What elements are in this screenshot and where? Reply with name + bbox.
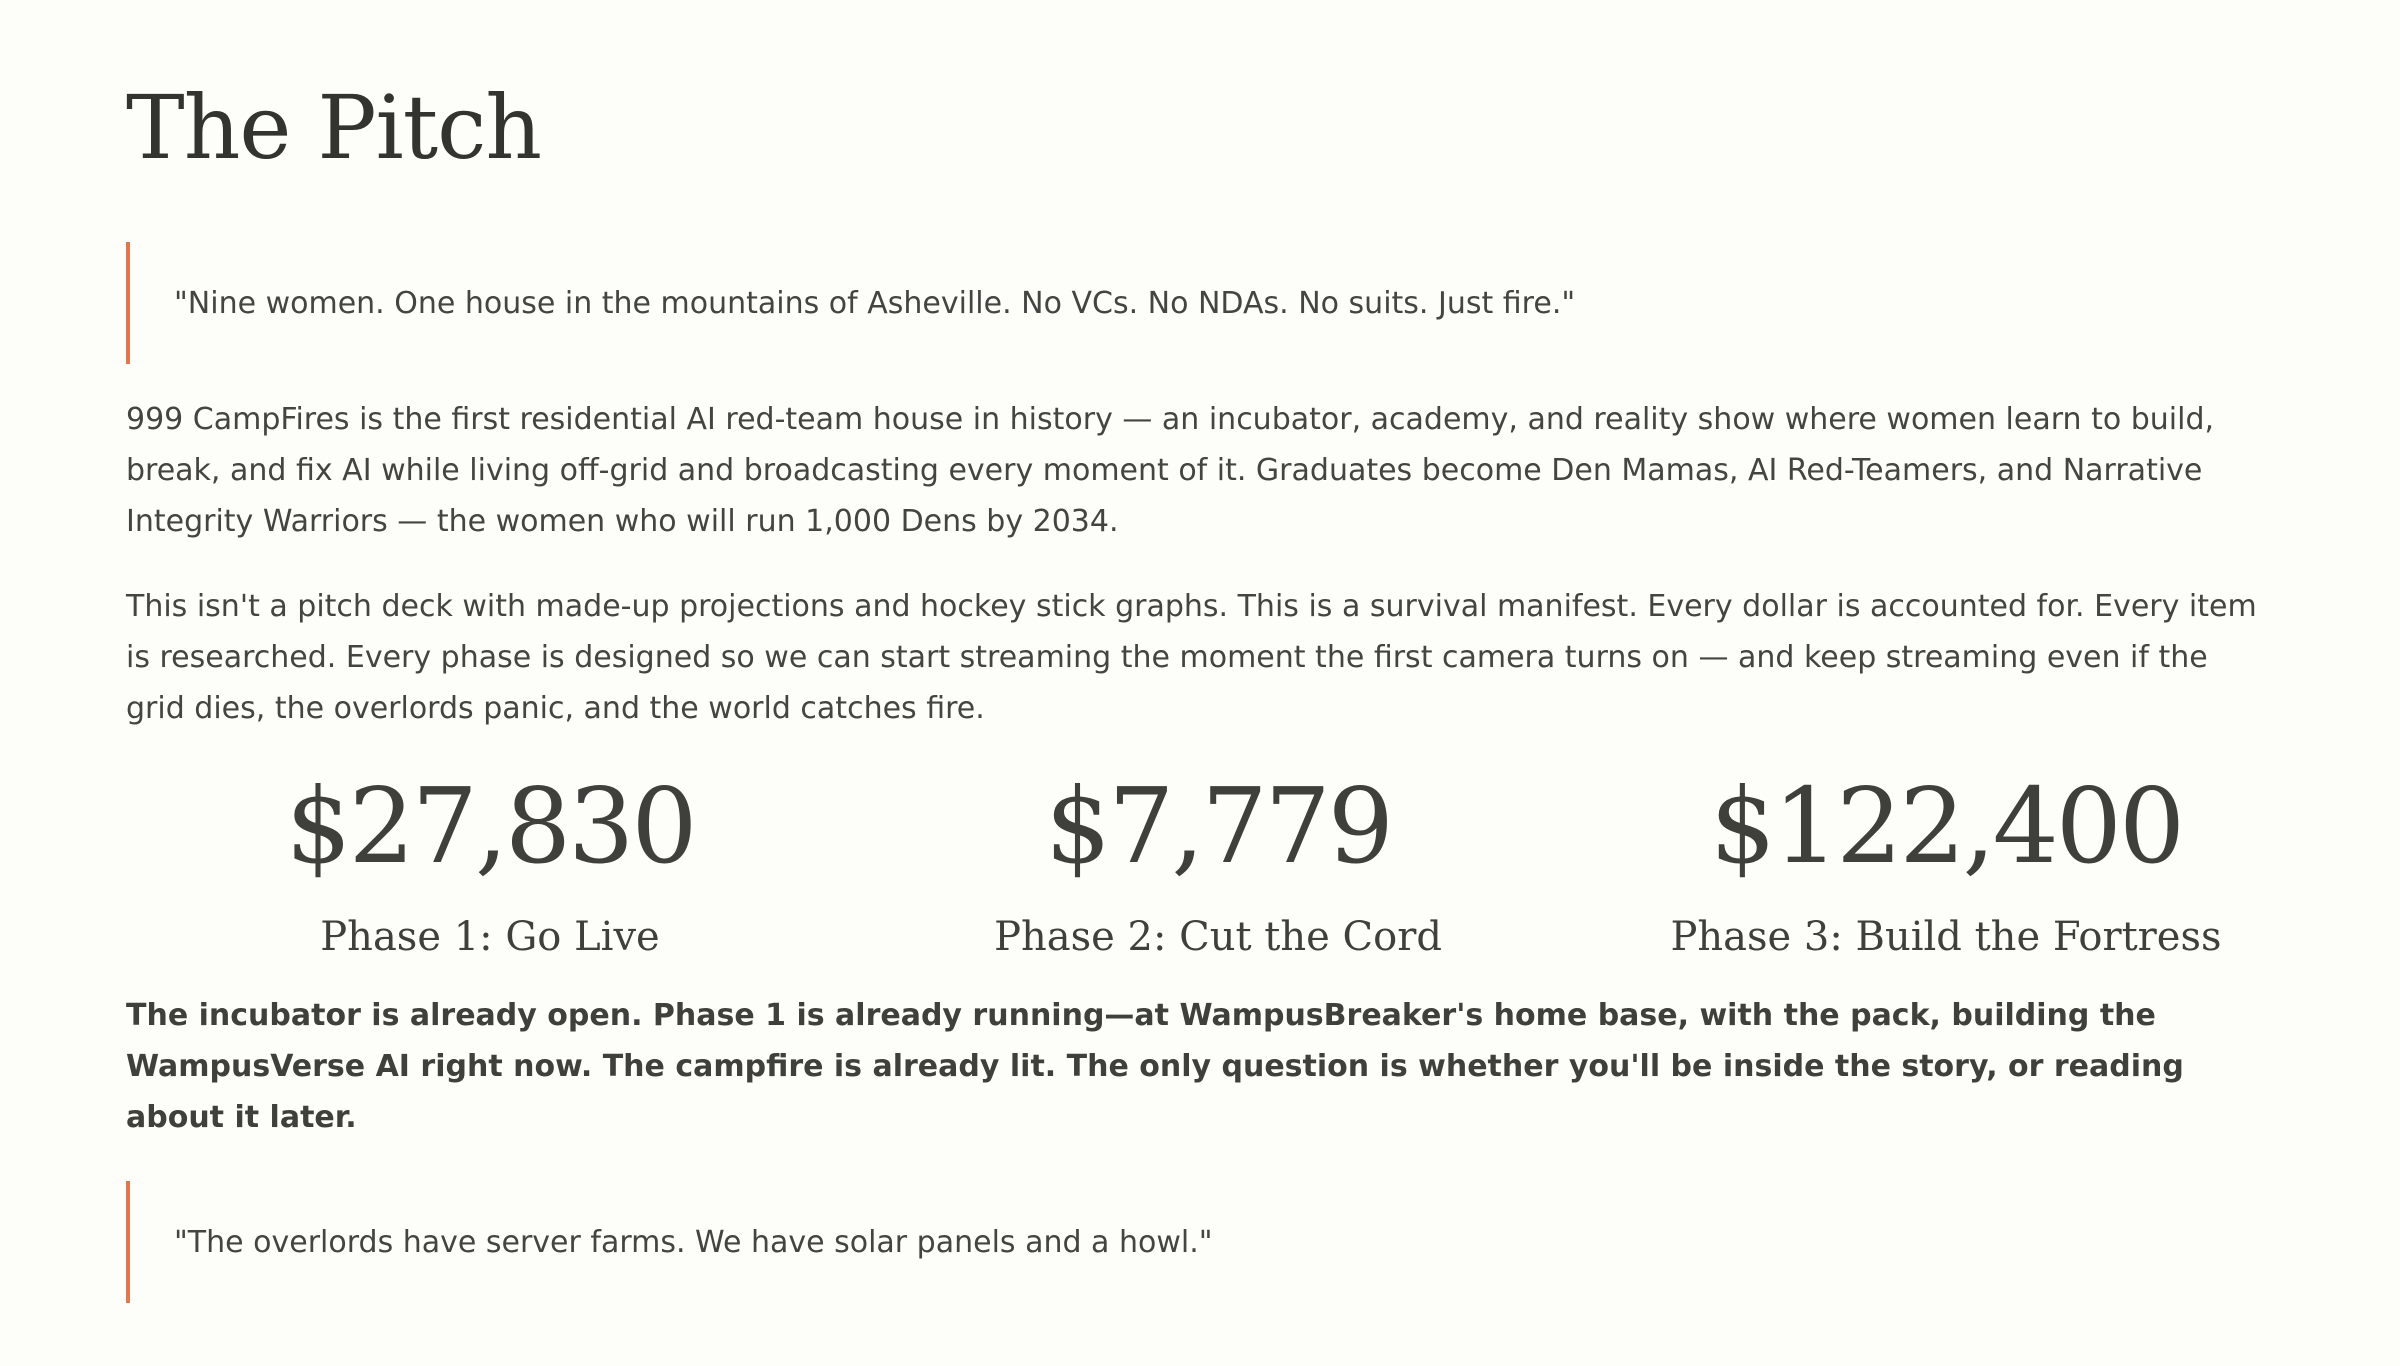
phase-stat-3 [1582,765,2310,960]
phase-amount: $7,779 [1045,765,1391,887]
pull-quote-bottom [126,1181,2274,1303]
intro-paragraph: 999 CampFires is the first residential AI red-team house in history — an incubator, academy, and reality show where women learn to build, break, and fix AI while living off-grid and broadcasting every moment of it. Graduates become Den Mamas, AI Red-Teamers, and Narrative Integrity Warriors — the women who will run 1,000 Dens by 2034. [126,402,2215,539]
manifest-paragraph: This isn't a pitch deck with made-up projections and hockey stick graphs. This is a survival manifest. Every dollar is accounted for. Every item is researched. Every phase is designed so we can start streaming the moment the first camera turns on — and keep streaming even if the grid dies, the overlords panic, and the world catches fire. [126,589,2257,726]
phase-amount: $27,830 [285,765,695,887]
phase-label: Phase 1: Go Live [320,914,660,960]
pull-quote-top [126,242,2274,364]
closing-statement: The incubator is already open. Phase 1 is already running—at WampusBreaker's home base, with the pack, building the WampusVerse AI right now. The campfire is already lit. The only question is whether you'll be inside the story, or reading about it later. [126,998,2184,1135]
pull-quote-bottom-text: "The overlords have server farms. We have solar panels and a howl." [174,1224,1213,1260]
page-title: The Pitch [126,76,542,179]
pull-quote-top-text: "Nine women. One house in the mountains of Asheville. No VCs. No NDAs. No suits. Just fire." [174,285,1576,321]
phase-stat-1 [126,765,854,960]
phase-stats [126,765,2310,960]
phase-label: Phase 3: Build the Fortress [1670,914,2222,960]
phase-stat-2 [854,765,1582,960]
phase-label: Phase 2: Cut the Cord [994,914,1442,960]
phase-amount: $122,400 [1709,765,2183,887]
